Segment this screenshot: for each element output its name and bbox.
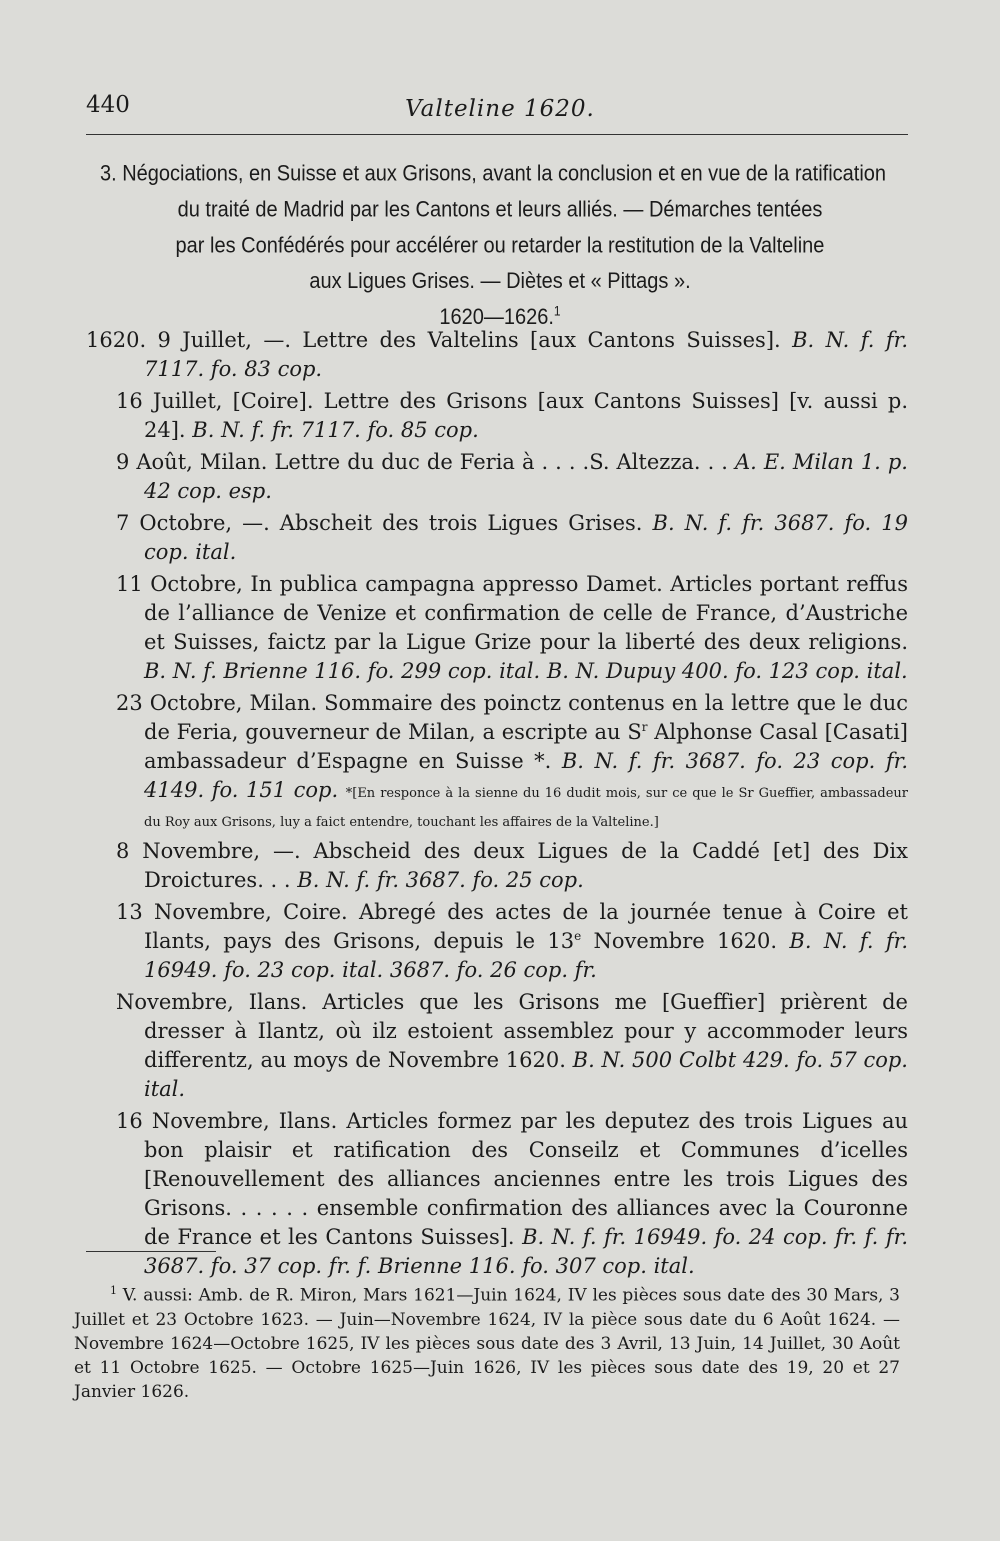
entry: 16 Juillet, [Coire]. Lettre des Grisons [aux Cantons Suisses] [v. aussi p. 24]. B. N. f. fr. 7117. fo. 85 cop. <box>116 389 908 442</box>
footnote-reference: 1 <box>553 303 561 319</box>
entry-source: B. N. f. fr. 16949. fo. 24 cop. fr. f. fr. 3687. fo. 37 cop. fr. f. Brienne 116. fo. 307 cop. ital. <box>144 1225 908 1278</box>
entry-source: B. N. 500 Colbt 429. fo. 57 cop. ital. <box>144 1048 908 1101</box>
entry: 16 Novembre, Ilans. Articles formez par les deputez des trois Ligues au bon plaisir et ratification des Conseilz et Communes d’icelles [Renouvellement des alliances anciennes entre les trois Ligues des Grisons. . . . . . ensemble confirmation des alliances avec la Couronne de France et les Cantons Suisses]. B. N. f. fr. 16949. fo. 24 cop. fr. f. fr. 3687. fo. 37 cop. fr. f. Brienne 116. fo. 307 cop. ital. <box>116 1109 908 1278</box>
section-heading-line: 3. Négociations, en Suisse et aux Grisons, avant la conclusion et en vue de la ratification <box>100 161 887 187</box>
entry-source: B. N. f. fr. 3687. fo. 25 cop. <box>297 868 584 892</box>
entry: 8 Novembre, —. Abscheid des deux Ligues de la Caddé [et] des Dix Droictures. . . B. N. f. fr. 3687. fo. 25 cop. <box>116 839 908 892</box>
entry: 1620. 9 Juillet, —. Lettre des Valtelins [aux Cantons Suisses]. B. N. f. fr. 7117. fo. 83 cop. <box>86 328 908 381</box>
section-heading-dates: 1620—1626.$^1$ <box>439 303 561 330</box>
page-number: 440 <box>86 92 130 118</box>
section-heading-line: du traité de Madrid par les Cantons et leurs alliés. — Démarches tentées <box>177 197 823 223</box>
entry-source: B. N. f. fr. 7117. fo. 85 cop. <box>192 418 479 442</box>
entry-source: B. N. f. fr. 3687. fo. 23 cop. fr. 4149. fo. 151 cop. <box>144 749 908 802</box>
entry-source: B. N. f. fr. 3687. fo. 19 cop. ital. <box>144 511 908 564</box>
section-heading-line: par les Confédérés pour accélérer ou retarder la restitution de la Valteline <box>175 233 825 258</box>
footnote-mark: 1 <box>110 1284 117 1297</box>
entry-source: A. E. Milan 1. p. 42 cop. esp. <box>144 450 908 503</box>
entry-note: *[En responce à la sienne du 16 dudit mois, sur ce que le Sr Gueffier, ambassadeur du Roy aux Grisons, luy a faict entendre, touchant les affaires de la Valteline.] <box>144 786 908 830</box>
running-head <box>86 92 914 132</box>
entry: 23 Octobre, Milan. Sommaire des poinctz contenus en la lettre que le duc de Feria, gouverneur de Milan, a escripte au $S^r$ Alphonse Casal [Casati] ambassadeur d’Espagne en Suisse *. B. N. f. fr. 3687. fo. 23 cop. fr. 4149. fo. 151 cop. *[En responce à la sienne du 16 dudit mois, sur ce que le Sr Gueffier, ambassadeur du Roy aux Grisons, luy a faict entendre, touchant les affaires de la Valteline.] <box>116 691 908 830</box>
entry-source: B. N. f. Brienne 116. fo. 299 cop. ital. B. N. Dupuy 400. fo. 123 cop. ital. <box>144 659 908 683</box>
footnote: $^1$ V. aussi: Amb. de R. Miron, Mars 1621—Juin 1624, IV les pièces sous date des 30 Mars, 3 Juillet et 23 Octobre 1623. — Juin—Novembre 1624, IV la pièce sous date du 6 Août 1624. — Novembre 1624—Octobre 1625, IV les pièces sous date des 3 Avril, 13 Juin, 14 Juillet, 30 Août et 11 Octobre 1625. — Octobre 1625—Juin 1626, IV les pièces sous date des 19, 20 et 27 Janvier 1626. <box>74 1284 901 1402</box>
section-heading <box>100 156 900 335</box>
entry: Novembre, Ilans. Articles que les Grisons me [Gueffier] prièrent de dresser à Ilantz, où ilz estoient assemblez pour y accommoder leurs differentz, au moys de Novembre 1620. B. N. 500 Colbt 429. fo. 57 cop. ital. <box>116 990 908 1101</box>
entry: 9 Août, Milan. Lettre du duc de Feria à . . . .S. Altezza. . . A. E. Milan 1. p. 42 cop. esp. <box>116 450 908 503</box>
entry-source: B. N. f. fr. 7117. fo. 83 cop. <box>144 328 908 381</box>
running-title: Valteline 1620. <box>405 96 595 122</box>
section-heading-line: aux Ligues Grises. — Diètes et « Pittags ». <box>309 269 691 294</box>
entry-source: B. N. f. fr. 16949. fo. 23 cop. ital. 3687. fo. 26 cop. fr. <box>144 929 908 982</box>
entry: 7 Octobre, —. Abscheit des trois Ligues Grises. B. N. f. fr. 3687. fo. 19 cop. ital. <box>116 511 908 564</box>
entry: 11 Octobre, In publica campagna appresso Damet. Articles portant reffus de l’alliance de Venize et confirmation de celle de France, d’Austriche et Suisses, faictz par la Ligue Grize pour la liberté des deux religions. B. N. f. Brienne 116. fo. 299 cop. ital. B. N. Dupuy 400. fo. 123 cop. ital. <box>116 572 908 683</box>
header-rule <box>86 134 908 135</box>
entry: 13 Novembre, Coire. Abregé des actes de la journée tenue à Coire et Ilants, pays des Grisons, depuis le 13e Novembre 1620. B. N. f. fr. 16949. fo. 23 cop. ital. 3687. fo. 26 cop. fr. <box>116 900 908 982</box>
footnote-rule <box>86 1251 216 1252</box>
entry-list <box>86 326 908 1284</box>
